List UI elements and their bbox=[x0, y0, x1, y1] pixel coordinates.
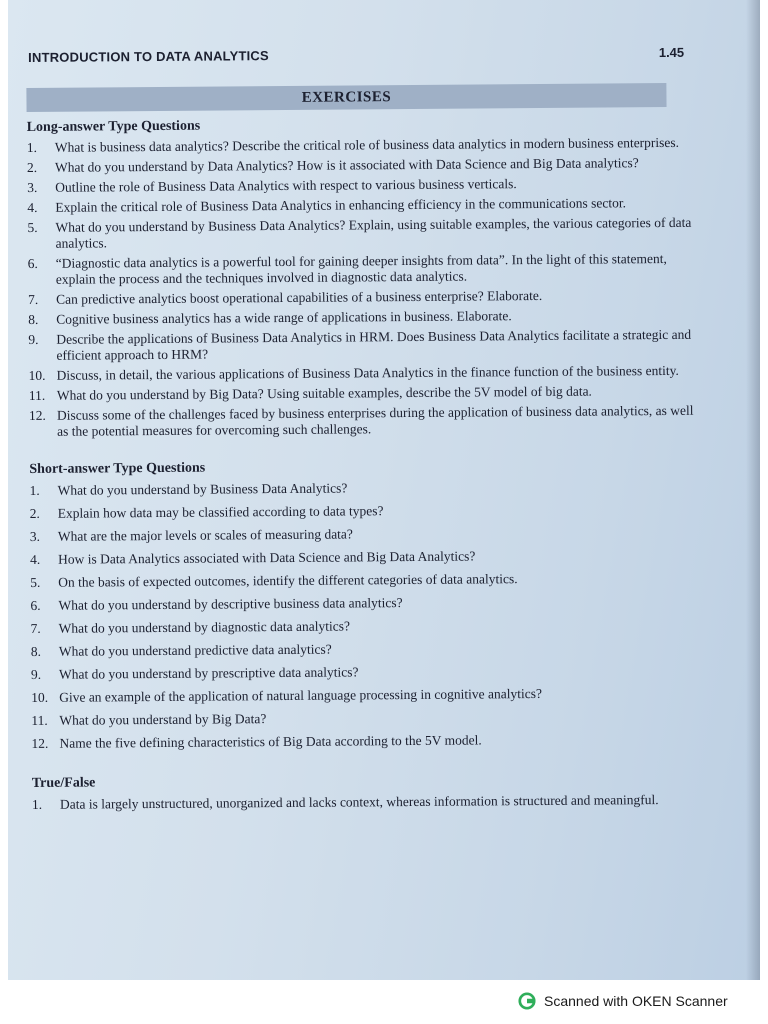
question-number: 1. bbox=[29, 482, 40, 498]
question-item bbox=[31, 707, 707, 729]
question-number: 9. bbox=[30, 666, 42, 682]
question-item bbox=[27, 195, 703, 216]
question-item bbox=[27, 135, 703, 156]
question-item bbox=[28, 327, 704, 364]
question-text: Name the five defining characteristics of Big Data according to the 5V model. bbox=[59, 732, 482, 751]
question-item bbox=[29, 477, 705, 499]
short-answer-title: Short-answer Type Questions bbox=[29, 460, 206, 477]
question-text: What do you understand by descriptive business data analytics? bbox=[58, 595, 403, 613]
question-text: Data is largely unstructured, unorganized and lacks context, whereas information is structured and meaningful. bbox=[59, 792, 659, 812]
question-text: Give an example of the application of natural language processing in cognitive analytics? bbox=[59, 685, 543, 705]
question-text: Discuss, in detail, the various applications of Business Data Analytics in the finance function of the business entity. bbox=[56, 362, 679, 383]
question-item bbox=[29, 383, 705, 404]
question-item bbox=[32, 791, 708, 813]
question-number: 5. bbox=[27, 219, 38, 235]
question-item bbox=[27, 155, 703, 176]
scanned-page bbox=[8, 0, 760, 980]
question-text: What do you understand by Business Data Analytics? bbox=[57, 480, 348, 498]
question-text: How is Data Analytics associated with Data Science and Big Data Analytics? bbox=[58, 548, 476, 567]
question-text: What do you understand by prescriptive data analytics? bbox=[58, 664, 359, 682]
question-number: 10. bbox=[28, 367, 46, 383]
question-number: 2. bbox=[29, 505, 40, 521]
running-header bbox=[26, 35, 702, 68]
question-number: 7. bbox=[27, 291, 39, 307]
question-text: Discuss some of the challenges faced by business enterprises during the application of business data analytics, as well as the potential measures for overcoming such challenges. bbox=[56, 402, 694, 439]
question-number: 10. bbox=[31, 689, 49, 705]
question-text: What do you understand predictive data analytics? bbox=[58, 641, 332, 659]
question-number: 4. bbox=[30, 551, 41, 567]
question-number: 12. bbox=[31, 735, 49, 751]
question-number: 3. bbox=[29, 528, 41, 544]
question-number: 5. bbox=[30, 574, 41, 590]
question-text: “Diagnostic data analytics is a powerful tool for gaining deeper insights from data”. In the light of this statement, explain the process and the techniques involved in diagnostic data analytics. bbox=[55, 250, 667, 287]
page-content bbox=[26, 35, 708, 819]
oken-scanner-logo-icon bbox=[518, 992, 536, 1010]
true-false-list bbox=[32, 791, 708, 813]
question-text: What do you understand by Big Data? Using suitable examples, describe the 5V model of big data. bbox=[56, 383, 592, 403]
question-item bbox=[28, 287, 704, 308]
question-number: 4. bbox=[27, 199, 38, 215]
question-text: Outline the role of Business Data Analytics with respect to various business verticals. bbox=[55, 176, 517, 195]
question-number: 8. bbox=[28, 311, 39, 327]
exercises-banner: EXERCISES bbox=[26, 83, 666, 112]
question-text: Explain how data may be classified according to data types? bbox=[57, 503, 384, 521]
question-text: On the basis of expected outcomes, identify the different categories of data analytics. bbox=[58, 571, 518, 590]
scanner-watermark bbox=[518, 991, 728, 1011]
question-number: 6. bbox=[27, 255, 38, 271]
question-text: What do you understand by Data Analytics? How is it associated with Data Science and Big Data analytics? bbox=[54, 155, 639, 175]
question-item bbox=[28, 307, 704, 328]
question-text: What do you understand by diagnostic data analytics? bbox=[58, 618, 350, 636]
running-title: INTRODUCTION TO DATA ANALYTICS bbox=[28, 48, 269, 65]
question-number: 3. bbox=[27, 179, 38, 195]
scanner-text: Scanned with OKEN Scanner bbox=[544, 993, 728, 1009]
question-item bbox=[30, 546, 706, 568]
question-item bbox=[31, 684, 707, 706]
question-number: 7. bbox=[30, 620, 41, 636]
question-number: 11. bbox=[31, 712, 48, 728]
question-item bbox=[30, 569, 706, 591]
question-number: 12. bbox=[28, 407, 46, 423]
page-number: 1.45 bbox=[658, 44, 685, 61]
question-text: What is business data analytics? Describe the critical role of business data analytics in modern business enterprises. bbox=[54, 134, 680, 155]
question-item bbox=[31, 615, 707, 637]
question-item bbox=[30, 500, 706, 522]
question-text: Cognitive business analytics has a wide range of applications in business. Elaborate. bbox=[56, 308, 512, 327]
question-number: 2. bbox=[26, 159, 38, 175]
question-item bbox=[27, 175, 703, 196]
question-number: 1. bbox=[31, 796, 43, 812]
question-number: 1. bbox=[26, 139, 38, 155]
question-number: 11. bbox=[28, 387, 46, 403]
short-answer-list bbox=[29, 477, 707, 752]
question-text: Can predictive analytics boost operational capabilities of a business enterprise? Elaborate. bbox=[55, 287, 543, 307]
question-item bbox=[31, 661, 707, 683]
question-number: 9. bbox=[28, 331, 39, 347]
question-item bbox=[30, 523, 706, 545]
question-text: What do you understand by Big Data? bbox=[59, 711, 267, 728]
question-item bbox=[27, 215, 703, 252]
page-edge-shadow bbox=[746, 0, 760, 980]
long-answer-list bbox=[27, 135, 705, 440]
question-item bbox=[28, 251, 704, 288]
long-answer-title: Long-answer Type Questions bbox=[26, 118, 201, 135]
question-text: What are the major levels or scales of measuring data? bbox=[57, 526, 353, 544]
question-item bbox=[29, 363, 705, 384]
question-text: What do you understand by Business Data Analytics? Explain, using suitable examples, the various categories of data analytics. bbox=[55, 214, 692, 251]
question-item bbox=[31, 730, 707, 752]
true-false-title: True/False bbox=[31, 775, 96, 791]
question-item bbox=[31, 638, 707, 660]
question-number: 8. bbox=[30, 643, 41, 659]
question-item bbox=[30, 592, 706, 614]
question-text: Describe the applications of Business Data Analytics in HRM. Does Business Data Analytics facilitate a strategic and efficient approach to HRM? bbox=[56, 326, 692, 363]
question-text: Explain the critical role of Business Data Analytics in enhancing efficiency in the communications sector. bbox=[55, 195, 627, 215]
question-number: 6. bbox=[30, 597, 41, 613]
question-item bbox=[29, 403, 705, 440]
